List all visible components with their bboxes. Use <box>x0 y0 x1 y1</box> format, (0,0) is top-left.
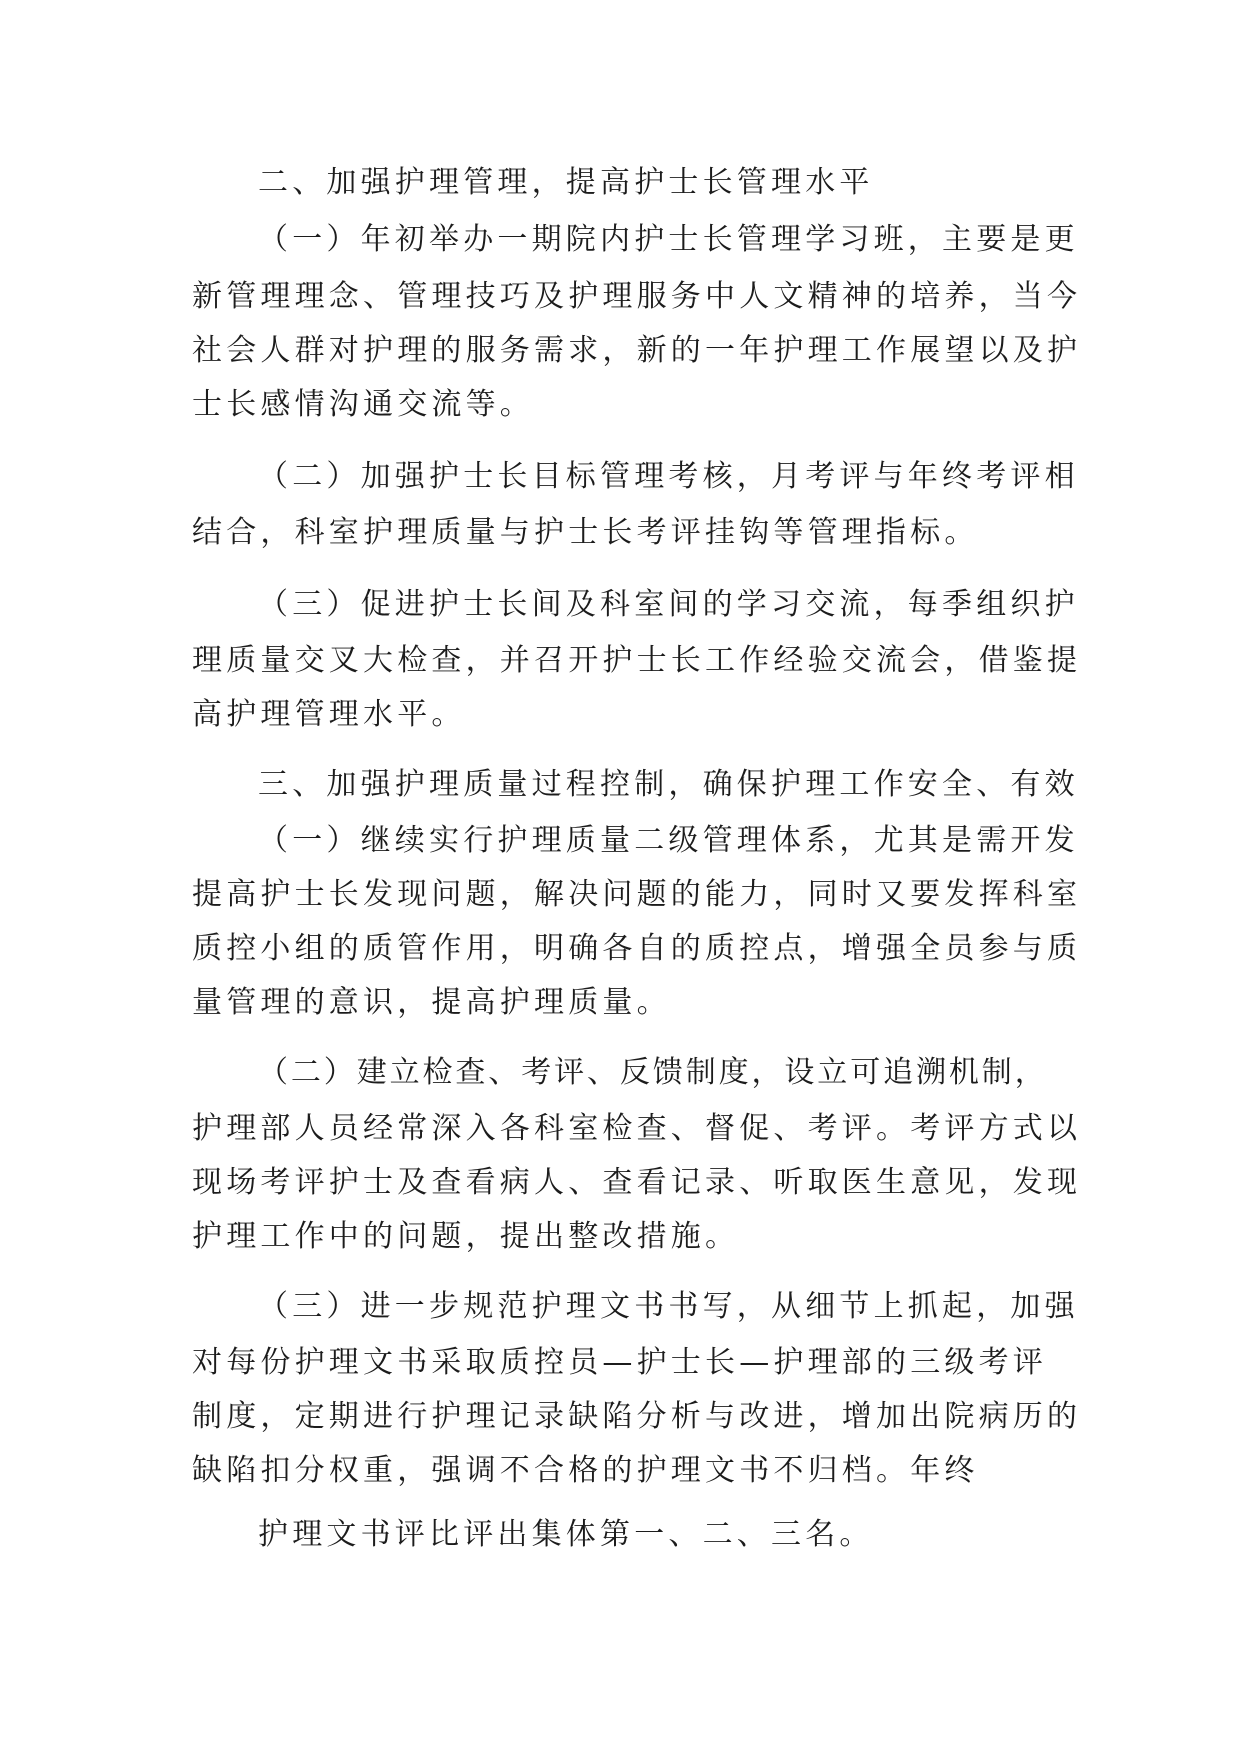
paragraph-line: 质控小组的质管作用，明确各自的质控点，增强全员参与质 <box>192 931 1082 966</box>
paragraph-line: 制度，定期进行护理记录缺陷分析与改进，增加出院病历的 <box>192 1399 1082 1434</box>
paragraph-line: 护理文书评比评出集体第一、二、三名。 <box>258 1517 874 1552</box>
paragraph-line: （三）进一步规范护理文书书写，从细节上抓起，加强 <box>258 1289 1079 1324</box>
paragraph-line: 理质量交叉大检查，并召开护士长工作经验交流会，借鉴提 <box>192 643 1082 678</box>
paragraph-line: 量管理的意识，提高护理质量。 <box>192 985 671 1020</box>
section-heading-3: 三、加强护理质量过程控制，确保护理工作安全、有效 <box>258 767 1079 802</box>
paragraph-line: 士长感情沟通交流等。 <box>192 387 534 422</box>
paragraph-line: 现场考评护士及查看病人、查看记录、听取医生意见，发现 <box>192 1165 1082 1200</box>
paragraph-line: 结合，科室护理质量与护士长考评挂钩等管理指标。 <box>192 515 979 550</box>
paragraph-line: （二）加强护士长目标管理考核，月考评与年终考评相 <box>258 459 1079 494</box>
section-heading-2: 二、加强护理管理，提高护士长管理水平 <box>258 165 874 200</box>
paragraph-line: 社会人群对护理的服务需求，新的一年护理工作展望以及护 <box>192 333 1082 368</box>
paragraph-line: 高护理管理水平。 <box>192 697 466 732</box>
paragraph-line: （二）建立检查、考评、反馈制度，设立可追溯机制， <box>258 1055 1048 1090</box>
paragraph-line: 提高护士长发现问题，解决问题的能力，同时又要发挥科室 <box>192 877 1082 912</box>
paragraph-line: 缺陷扣分权重，强调不合格的护理文书不归档。年终 <box>192 1453 979 1488</box>
paragraph-line: （三）促进护士长间及科室间的学习交流，每季组织护 <box>258 587 1079 622</box>
paragraph-line: 新管理理念、管理技巧及护理服务中人文精神的培养，当今 <box>192 279 1082 314</box>
paragraph-line: 护理工作中的问题，提出整改措施。 <box>192 1219 740 1254</box>
paragraph-line: 护理部人员经常深入各科室检查、督促、考评。考评方式以 <box>192 1111 1082 1146</box>
paragraph-line: 对每份护理文书采取质控员—护士长—护理部的三级考评 <box>192 1345 1047 1380</box>
paragraph-line: （一）继续实行护理质量二级管理体系，尤其是需开发 <box>258 823 1079 858</box>
paragraph-line: （一）年初举办一期院内护士长管理学习班，主要是更 <box>258 222 1079 257</box>
